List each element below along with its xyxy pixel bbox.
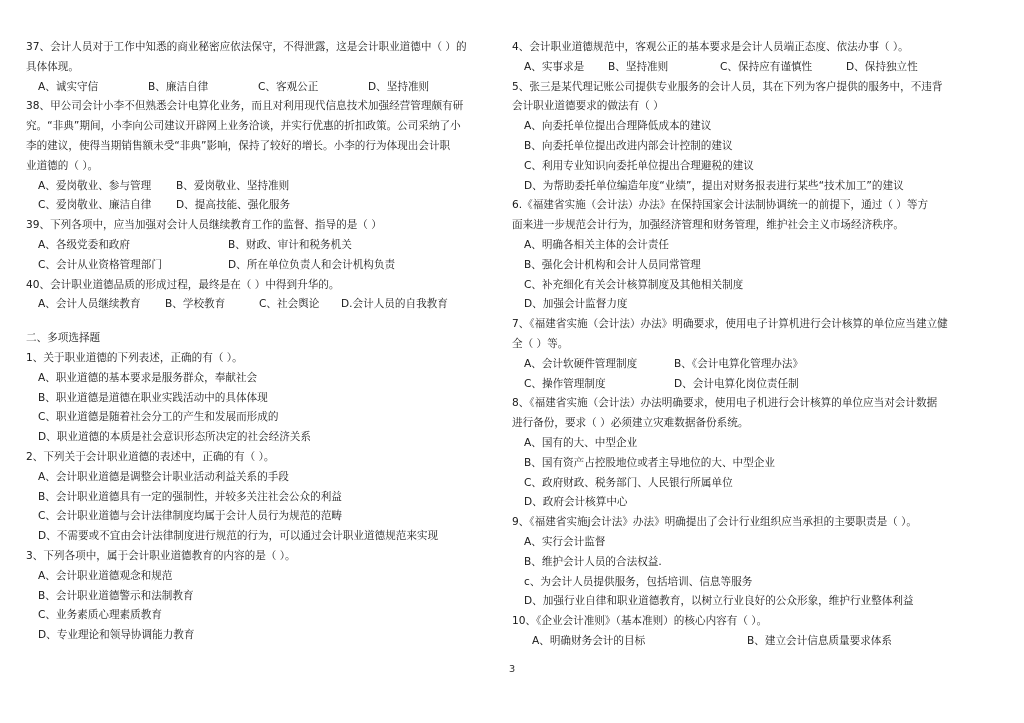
m1-option-c: C、职业道德是随着社会分工的产生和发展而形成的 [38, 411, 279, 424]
m6-option-c: C、补充细化有关会计核算制度及其他相关制度 [524, 278, 744, 291]
m5-stem-line-2: 会计职业道德要求的做法有（ ） [512, 100, 664, 113]
m8-option-a: A、国有的大、中型企业 [524, 436, 638, 449]
m4-option-b: B、坚持准则 [608, 60, 669, 73]
m9-stem: 9、《福建省实施j会计法》办法》明确提出了会计行业组织应当承担的主要职责是（ ）。 [512, 516, 918, 529]
q38-option-c: C、爱岗敬业、廉洁自律 [38, 199, 152, 212]
m5-option-c: C、利用专业知识向委托单位提出合理避税的建议 [524, 159, 754, 172]
m7-stem-line-2: 全（ ）等。 [512, 337, 569, 350]
q40-option-c: C、社会舆论 [259, 298, 320, 311]
m3-option-b: B、会计职业道德警示和法制教育 [38, 589, 194, 602]
q39-option-b: B、财政、审计和税务机关 [228, 238, 352, 251]
m7-option-a: A、会计软硬件管理制度 [524, 357, 638, 370]
m9-option-a: A、实行会计监督 [524, 535, 606, 548]
m6-stem-line-1: 6.《福建省实施（会计法）办法》在保持国家会计法制协调统一的前提下，通过（ ）等方 [512, 199, 929, 212]
q38-stem-line-1: 38、甲公司会计小李不但熟悉会计电算化业务，而且对利用现代信息技术加强经营管理颇有研 [26, 100, 464, 113]
m10-option-a: A、明确财务会计的目标 [532, 634, 646, 647]
q37-option-b: B、廉洁自律 [148, 80, 209, 93]
right-column [512, 38, 998, 652]
m6-option-b: B、强化会计机构和会计人员同常管理 [524, 258, 701, 271]
m2-option-a: A、会计职业道德是调整会计职业活动利益关系的手段 [38, 470, 289, 483]
m10-options [512, 632, 998, 652]
m3-stem: 3、下列各项中，属于会计职业道德教育的内容的是（ ）。 [26, 549, 296, 562]
m7-option-b: B、《会计电算化管理办法》 [674, 357, 804, 370]
q38-options-row-1 [26, 177, 486, 197]
q40-option-a: A、会计人员继续教育 [38, 298, 141, 311]
q37-option-c: C、客观公正 [258, 80, 319, 93]
m9-option-d: D、加强行业自律和职业道德教育，以树立行业良好的公众形象，维护行业整体利益 [524, 595, 914, 608]
q40-option-b: B、学校教育 [165, 298, 226, 311]
m3-option-c: C、业务素质心理素质教育 [38, 609, 162, 622]
m2-option-b: B、会计职业道德具有一定的强制性，并较多关注社会公众的利益 [38, 490, 342, 503]
m7-option-c: C、操作管理制度 [524, 377, 606, 390]
m6-stem-line-2: 面来进一步规范会计行为，加强经济管理和财务管理，维护社会主义市场经济秩序。 [512, 219, 904, 232]
m5-option-b: B、向委托单位提出改进内部会计控制的建议 [524, 139, 733, 152]
m8-stem-line-2: 进行备份，要求（ ）必须建立灾难数据备份系统。 [512, 417, 749, 430]
m1-option-a: A、职业道德的基本要求是服务群众，奉献社会 [38, 371, 258, 384]
m2-option-d: D、不需要或不宜由会计法律制度进行规范的行为，可以通过会计职业道德规范来实现 [38, 530, 439, 543]
m5-option-d: D、为帮助委托单位编造年度“业绩”，提出对财务报表进行某些“技术加工”的建议 [524, 179, 904, 192]
m5-stem-line-1: 5、张三是某代理记账公司提供专业服务的会计人员，其在下列为客户提供的服务中，不违背 [512, 80, 943, 93]
m1-option-b: B、职业道德是道德在职业实践活动中的具体体现 [38, 391, 268, 404]
q37-option-d: D、坚持准则 [368, 80, 430, 93]
m1-stem: 1、关于职业道德的下列表述，正确的有（ ）。 [26, 351, 243, 364]
q37-stem-line-1: 37、会计人员对于工作中知悉的商业秘密应依法保守，不得泄露，这是会计职业道德中（ ）的 [26, 41, 467, 53]
q38-stem-line-4: 业道德的（ ）。 [26, 159, 99, 172]
m10-option-b: B、建立会计信息质量要求体系 [747, 634, 892, 647]
q38-option-d: D、提高技能、强化服务 [176, 199, 291, 212]
m8-stem-line-1: 8、《福建省实施（会计法）办法明确要求，使用电子机进行会计核算的单位应当对会计数据 [512, 397, 938, 410]
q39-options-row-1 [26, 236, 486, 256]
m10-stem: 10、《企业会计准则》（基本准则）的核心内容有（ ）。 [512, 615, 768, 628]
q39-option-a: A、各级党委和政府 [38, 238, 130, 251]
q37-options [26, 78, 486, 98]
m9-option-c: c、为会计人员提供服务，包括培训、信息等服务 [524, 575, 753, 588]
m4-stem: 4、会计职业道德规范中，客观公正的基本要求是会计人员端正态度、依法办事（ ）。 [512, 41, 909, 53]
q38-options-row-2 [26, 196, 486, 216]
m9-option-b: B、维护会计人员的合法权益. [524, 555, 662, 568]
m2-option-c: C、会计职业道德与会计法律制度均属于会计人员行为规范的范畴 [38, 510, 343, 523]
q38-option-b: B、爱岗敬业、坚持准则 [176, 179, 290, 192]
m7-options-row-2 [512, 375, 998, 395]
m4-options [512, 58, 998, 78]
m3-option-a: A、会计职业道德观念和规范 [38, 569, 173, 582]
q39-option-d: D、所在单位负责人和会计机构负责 [228, 258, 396, 271]
q38-stem-line-3: 李的建议，使得当期销售额未受“非典”影响，保持了较好的增长。小李的行为体现出会计职 [26, 139, 451, 152]
m8-option-b: B、国有资产占控股地位或者主导地位的大、中型企业 [524, 456, 775, 469]
m7-option-d: D、会计电算化岗位责任制 [674, 377, 799, 390]
section-title-multiple-choice: 二、多项选择题 [26, 332, 101, 345]
m3-option-d: D、专业理论和领导协调能力教育 [38, 629, 195, 642]
q38-stem-line-2: 究。“非典”期间，小李向公司建议开辟网上业务洽谈，并实行优惠的折扣政策。公司采纳了小 [26, 120, 461, 133]
q38-option-a: A、爱岗敬业、参与管理 [38, 179, 152, 192]
q37-option-a: A、诚实守信 [38, 80, 99, 93]
q39-stem: 39、下列各项中，应当加强对会计人员继续教育工作的监督、指导的是（ ） [26, 219, 382, 232]
m4-option-d: D、保持独立性 [846, 60, 918, 73]
q40-options [26, 295, 486, 315]
page-number: 3 [508, 664, 516, 675]
m2-stem: 2、下列关于会计职业道德的表述中，正确的有（ ）。 [26, 450, 275, 463]
q40-option-d: D.会计人员的自我教育 [341, 298, 448, 311]
m5-option-a: A、向委托单位提出合理降低成本的建议 [524, 120, 712, 133]
q37-stem-line-2: 具体体现。 [26, 60, 79, 73]
left-column [26, 38, 486, 646]
m4-option-a: A、实事求是 [524, 60, 585, 73]
m8-option-c: C、政府财政、税务部门、人民银行所属单位 [524, 476, 733, 489]
m8-option-d: D、政府会计核算中心 [524, 496, 628, 509]
m6-option-a: A、明确各相关主体的会计责任 [524, 238, 669, 251]
q39-option-c: C、会计从业资格管理部门 [38, 258, 162, 271]
m6-option-d: D、加强会计监督力度 [524, 298, 628, 311]
m7-stem-line-1: 7、《福建省实施（会计法）办法》明确要求，使用电子计算机进行会计核算的单位应当建立健 [512, 318, 948, 331]
m7-options-row-1 [512, 355, 998, 375]
m1-option-d: D、职业道德的本质是社会意识形态所决定的社会经济关系 [38, 431, 311, 444]
q40-stem: 40、会计职业道德品质的形成过程，最终是在（ ）中得到升华的。 [26, 278, 340, 291]
m4-option-c: C、保持应有谨慎性 [720, 60, 813, 73]
q39-options-row-2 [26, 256, 486, 276]
